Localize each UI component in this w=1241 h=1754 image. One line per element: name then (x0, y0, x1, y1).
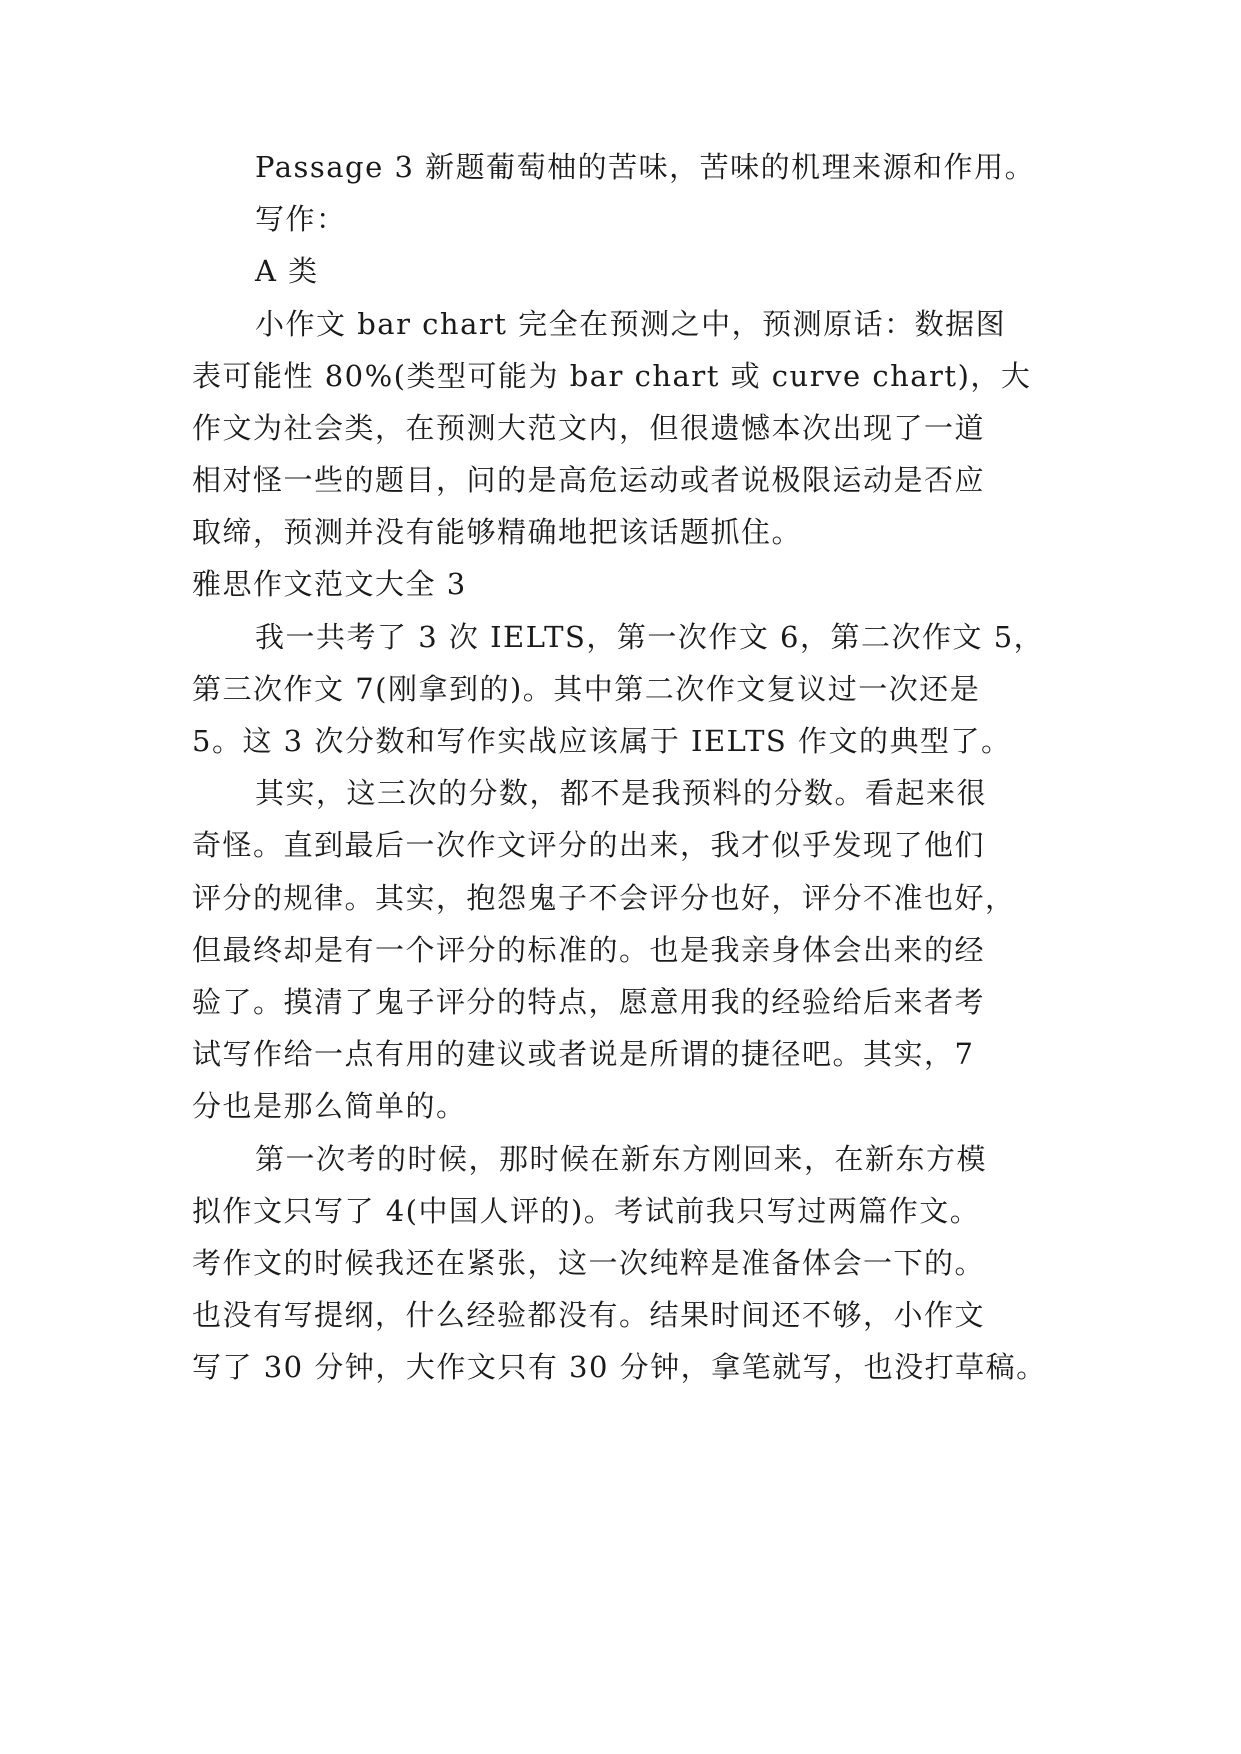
text-line: 写作： (255, 202, 347, 236)
text-line: 第一次考的时候，那时候在新东方刚回来，在新东方模 (255, 1142, 988, 1176)
text-line: 相对怪一些的题目，问的是高危运动或者说极限运动是否应 (192, 463, 986, 497)
text-line: 评分的规律。其实，抱怨鬼子不会评分也好，评分不准也好， (192, 881, 1016, 915)
text-line: 小作文 bar chart 完全在预测之中，预测原话：数据图 (255, 307, 1007, 341)
text-line: 拟作文只写了 4(中国人评的)。考试前我只写过两篇作文。 (192, 1194, 981, 1228)
text-line: 考作文的时候我还在紧张，这一次纯粹是准备体会一下的。 (192, 1246, 986, 1280)
text-line: 写了 30 分钟，大作文只有 30 分钟，拿笔就写，也没打草稿。 (192, 1350, 1047, 1384)
text-line: 分也是那么简单的。 (192, 1089, 467, 1123)
section-heading: 雅思作文范文大全 3 (192, 567, 467, 601)
text-line: Passage 3 新题葡萄柚的苦味，苦味的机理来源和作用。 (255, 150, 1036, 184)
text-line: 但最终却是有一个评分的标准的。也是我亲身体会出来的经 (192, 933, 986, 967)
text-line: 试写作给一点有用的建议或者说是所谓的捷径吧。其实，7 (192, 1037, 975, 1071)
text-line: 表可能性 80%(类型可能为 bar chart 或 curve chart)，大 (192, 359, 1032, 393)
text-line: 验了。摸清了鬼子评分的特点，愿意用我的经验给后来者考 (192, 985, 986, 1019)
text-line: 5。这 3 次分数和写作实战应该属于 IELTS 作文的典型了。 (192, 724, 1012, 758)
text-line: 其实，这三次的分数，都不是我预料的分数。看起来很 (255, 776, 988, 810)
text-line: 第三次作文 7(刚拿到的)。其中第二次作文复议过一次还是 (192, 672, 981, 706)
text-line: 作文为社会类，在预测大范文内，但很遗憾本次出现了一道 (192, 411, 986, 445)
text-line: 取缔，预测并没有能够精确地把该话题抓住。 (192, 515, 803, 549)
text-line: A 类 (255, 254, 319, 288)
text-line: 奇怪。直到最后一次作文评分的出来，我才似乎发现了他们 (192, 828, 986, 862)
text-line: 我一共考了 3 次 IELTS，第一次作文 6，第二次作文 5， (255, 620, 1045, 654)
text-line: 也没有写提纲，什么经验都没有。结果时间还不够，小作文 (192, 1298, 986, 1332)
